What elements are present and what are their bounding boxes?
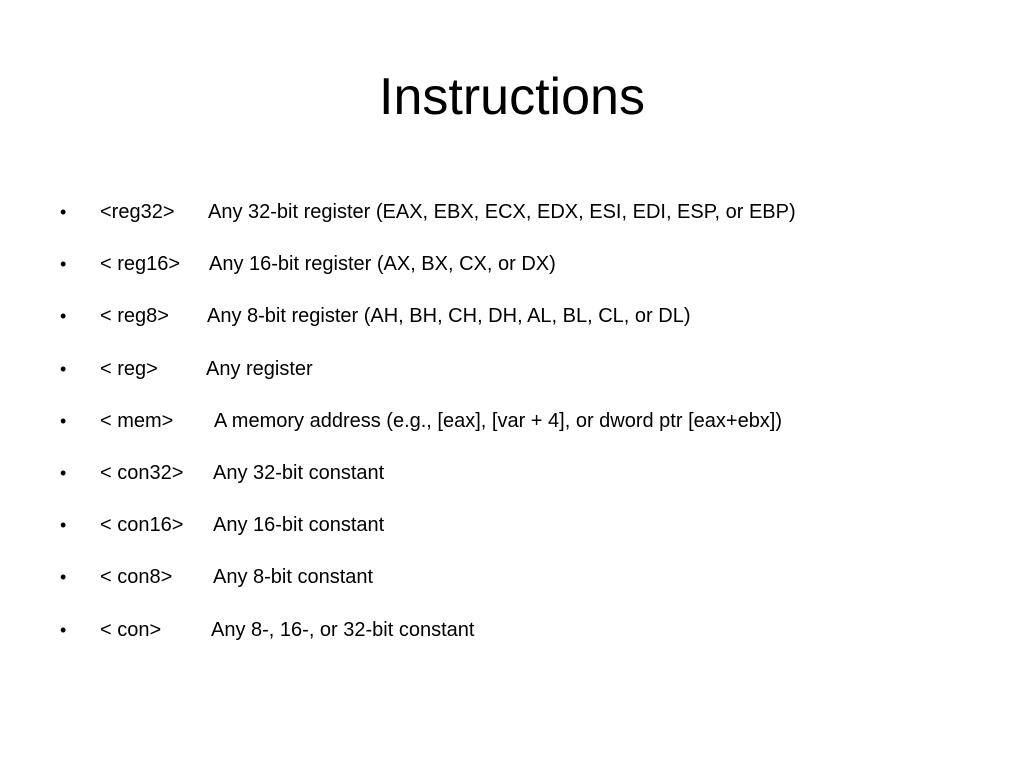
operand-description: Any 16-bit register (AX, BX, CX, or DX) (209, 253, 556, 276)
bullet-list (60, 193, 1000, 663)
bullet-icon: • (60, 306, 67, 327)
bullet-icon: • (60, 619, 67, 640)
operand-description: Any 8-bit constant (213, 566, 374, 589)
operand-term: <reg32> (100, 201, 175, 223)
bullet-icon: • (60, 358, 67, 379)
bullet-icon: • (60, 462, 67, 483)
operand-description: Any 32-bit register (EAX, EBX, ECX, EDX, ESI, EDI, ESP, or EBP) (208, 201, 796, 223)
bullet-item (60, 506, 1000, 558)
bullet-icon: • (60, 515, 67, 536)
operand-description: Any 32-bit constant (213, 461, 385, 484)
bullet-item (60, 611, 1000, 663)
operand-description: A memory address (e.g., [eax], [var + 4], or dword ptr [eax+ebx]) (214, 409, 783, 432)
slide-title: Instructions (379, 68, 645, 126)
bullet-item (60, 297, 1000, 349)
bullet-item (60, 245, 1000, 297)
operand-description: Any 8-bit register (AH, BH, CH, DH, AL, BL, CL, or DL) (207, 305, 691, 328)
bullet-item (60, 193, 1000, 245)
bullet-icon: • (60, 567, 67, 588)
operand-term: < con16> (100, 514, 184, 537)
operand-term: < con32> (100, 461, 184, 484)
bullet-item (60, 454, 1000, 506)
operand-term: < reg> (100, 357, 158, 380)
bullet-icon: • (60, 202, 67, 222)
bullet-item (60, 350, 1000, 402)
operand-term: < mem> (100, 409, 174, 432)
operand-term: < con> (100, 618, 162, 641)
operand-description: Any 16-bit constant (213, 514, 385, 537)
bullet-icon: • (60, 410, 67, 431)
operand-term: < con8> (100, 566, 173, 589)
operand-description: Any 8-, 16-, or 32-bit constant (211, 618, 475, 641)
bullet-item (60, 558, 1000, 610)
bullet-icon: • (60, 254, 67, 275)
bullet-item (60, 402, 1000, 454)
operand-description: Any register (206, 357, 313, 380)
operand-term: < reg8> (100, 305, 169, 328)
operand-term: < reg16> (100, 253, 181, 276)
